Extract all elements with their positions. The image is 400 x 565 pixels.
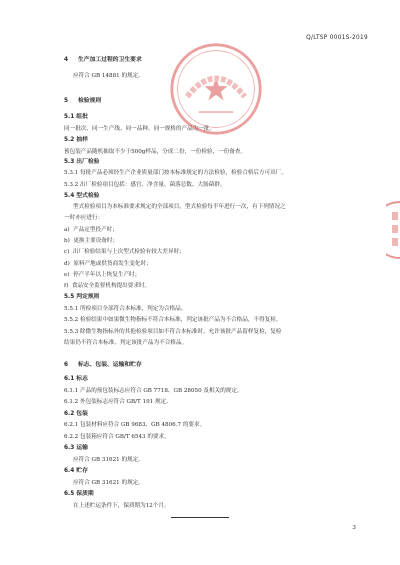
company-seal-stamp <box>168 41 264 137</box>
subsection-6-3-body: 应符合 GB 31621 的规定。 <box>73 457 144 463</box>
subsection-5-3-1: 5.3.1 每批产品必须经生产企业质量部门按本标准规定的方法检验，检验合格后方可出厂。 <box>64 170 287 176</box>
subsection-5-1-body: 同一批次、同一生产线、同一品种、同一规格的产品为一批。 <box>64 126 216 132</box>
subsection-6-1-heading: 6.1 标志 <box>64 376 88 382</box>
section-6-heading: 6 标志、包装、运输和贮存 <box>64 362 142 368</box>
list-item: c) 出厂检验结果与上次型式检验有较大差异时； <box>64 249 185 255</box>
edge-stamp <box>386 200 400 260</box>
subsection-5-5-1: 5.5.1 所检项目全部符合本标准，判定为合格品。 <box>64 306 187 312</box>
subsection-6-1-2: 6.1.2 外包装标志应符合 GB/T 191 规定。 <box>64 399 172 405</box>
subsection-6-2-heading: 6.2 包装 <box>64 411 88 417</box>
list-item: e) 停产半年以上恢复生产时； <box>64 272 141 278</box>
section-4-heading: 4 生产加工过程的卫生要求 <box>64 57 142 63</box>
subsection-5-5-heading: 5.5 判定规则 <box>64 294 100 300</box>
subsection-5-4-heading: 5.4 型式检验 <box>64 193 100 199</box>
section-5-heading: 5 检验规则 <box>64 98 102 104</box>
section-4-body: 应符合 GB 14881 的规定。 <box>73 73 144 79</box>
subsection-6-5-heading: 6.5 保质期 <box>64 491 94 497</box>
subsection-6-4-body: 应符合 GB 31621 的规定。 <box>73 480 144 486</box>
subsection-5-5-3-line1: 5.5.3 除微生物指标外的其他检验项目如不符合本标准时，允许该批产品留样复检，复检 <box>64 329 282 335</box>
subsection-6-4-heading: 6.4 贮存 <box>64 468 88 474</box>
subsection-5-1-heading: 5.1 组批 <box>64 114 88 120</box>
page-number: 3 <box>352 525 356 531</box>
document-number: Q/LTSP 0001S-2019 <box>306 35 368 41</box>
list-item: a) 产品定型投产时； <box>64 227 118 233</box>
subsection-6-2-1: 6.2.1 包装材料应符合 GB 9683、GB 4806.7 的要求。 <box>64 422 206 428</box>
subsection-5-5-2: 5.5.2 检验结果中如果微生物指标不符合本标准，判定该批产品为不合格品，不得复检。 <box>64 317 282 323</box>
subsection-5-3-2: 5.3.2 出厂检验项目包括：感官、净含量、菌落总数、大肠菌群。 <box>64 182 226 188</box>
subsection-6-1-1: 6.1.1 产品的预包装标志应符合 GB 7718、GB 28050 及相关的规定。 <box>64 388 243 394</box>
subsection-6-5-body: 在上述贮运条件下，保质期为12个月。 <box>73 503 170 509</box>
end-rule <box>171 517 229 518</box>
subsection-5-2-heading: 5.2 抽样 <box>64 137 88 143</box>
subsection-5-2-body: 预包装产品随机抽取不少于500g样品，分成二份，一份检验，一份备查。 <box>64 149 247 155</box>
subsection-5-3-heading: 5.3 出厂检验 <box>64 159 100 165</box>
list-item: b) 更换主要设备时； <box>64 238 119 244</box>
subsection-5-4-intro-line2: 一时亦应进行： <box>64 215 104 221</box>
subsection-6-2-2: 6.2.2 包装箱应符合 GB/T 6543 的要求。 <box>64 434 170 440</box>
list-item: f) 食品安全监督机构提出要求时。 <box>64 283 151 289</box>
subsection-5-5-3-line2: 结果仍不符合本标准，判定该批产品为不合格品。 <box>64 340 188 346</box>
subsection-6-3-heading: 6.3 运输 <box>64 445 88 451</box>
subsection-5-4-intro-line1: 型式检验项目为本标准要求规定的全部项目。型式检验每半年进行一次，有下列情况之 <box>73 204 286 210</box>
list-item: d) 原料产地或供货商发生变化时； <box>64 261 152 267</box>
